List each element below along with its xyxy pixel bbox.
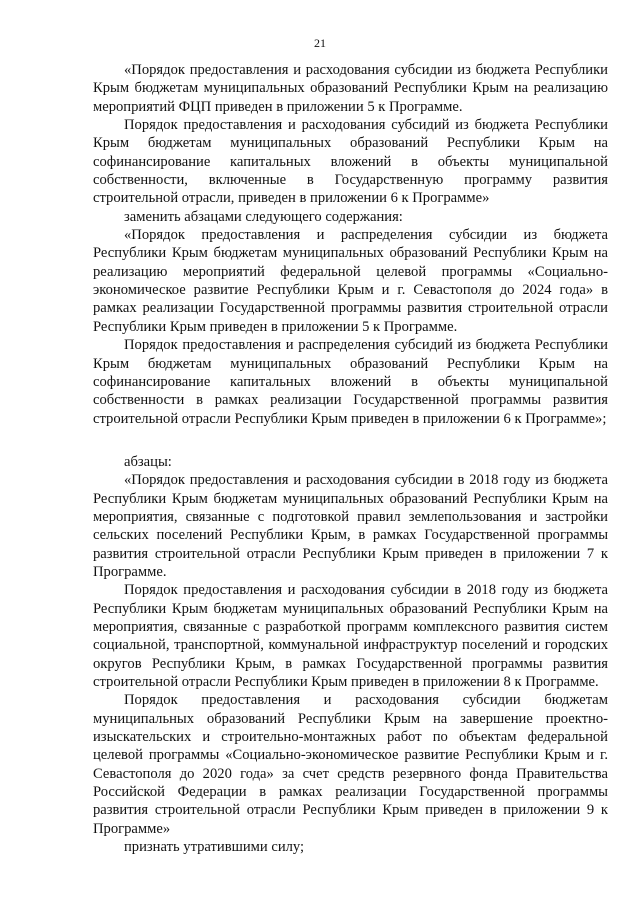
paragraph-replace-instruction: заменить абзацами следующего содержания: — [124, 208, 403, 225]
paragraph-old-order-appendix-5: «Порядок предоставления и расходования субсидии из бюджета Республики Крым бюджетам муниципальных образований Республики Крым на реализацию мероприятий ФЦП приведен в приложении 5 к Программе. — [93, 62, 608, 115]
paragraph-order-appendix-7: «Порядок предоставления и расходования субсидии в 2018 году из бюджета Республики Крым бюджетам муниципальных образований Республики Крым на мероприятия, связанные с подготовкой правил землепользования и застройки сельских поселений Республики Крым, в рамках Государственной программы развития строительной отрасли Республики Крым приведен в приложении 7 к Программе. — [93, 472, 608, 580]
paragraph-repeal-instruction: признать утратившими силу; — [124, 839, 305, 856]
paragraph-new-order-appendix-6: Порядок предоставления и распределения субсидий из бюджета Республики Крым бюджетам муниципальных образований Республики Крым на софинансирование капитальных вложений в объекты муниципальной собственности в рамках реализации Государственной программы развития строительной отрасли Республики Крым приведен в приложении 6 к Программе»; — [93, 337, 608, 427]
paragraph-order-appendix-8: Порядок предоставления и расходования субсидии в 2018 году из бюджета Республики Крым бюджетам муниципальных образований Республики Крым на мероприятия, связанные с разработкой программ комплексного развития систем социальной, транспортной, коммунальной инфраструктур поселений и городских округов Республики Крым, в рамках Государственной программы развития строительной отрасли Республики Крым приведен в приложении 8 к Программе. — [93, 582, 608, 690]
paragraph-new-order-appendix-5: «Порядок предоставления и распределения субсидии из бюджета Республики Крым бюджетам муниципальных образований Республики Крым на реализацию мероприятий федеральной целевой программы «Социально-экономическое развитие Республики Крым и г. Севастополя до 2024 года» в рамках реализации Государственной программы развития строительной отрасли Республики Крым приведен в приложении 5 к Программе. — [93, 227, 608, 335]
paragraph-order-appendix-9: Порядок предоставления и расходования субсидии бюджетам муниципальных образований Республики Крым на завершение проектно-изыскательских и строительно-монтажных работ по объектам федеральной целевой программы «Социально-экономическое развитие Республики Крым и г. Севастополя до 2020 года» за счет средств резервного фонда Правительства Российской Федерации в рамках реализации Государственной программы развития строительной отрасли Республики Крым приведен в приложении 9 к Программе» — [93, 692, 608, 837]
paragraph-old-order-appendix-6: Порядок предоставления и расходования субсидий из бюджета Республики Крым бюджетам муниципальных образований Республики Крым на софинансирование капитальных вложений в объекты муниципальной собственности, включенные в Государственную программу развития строительной отрасли, приведен в приложении 6 к Программе» — [93, 117, 608, 207]
page-number: 21 — [314, 36, 326, 50]
document-body — [93, 61, 608, 856]
paragraph-abzatsy-heading: абзацы: — [124, 453, 172, 470]
